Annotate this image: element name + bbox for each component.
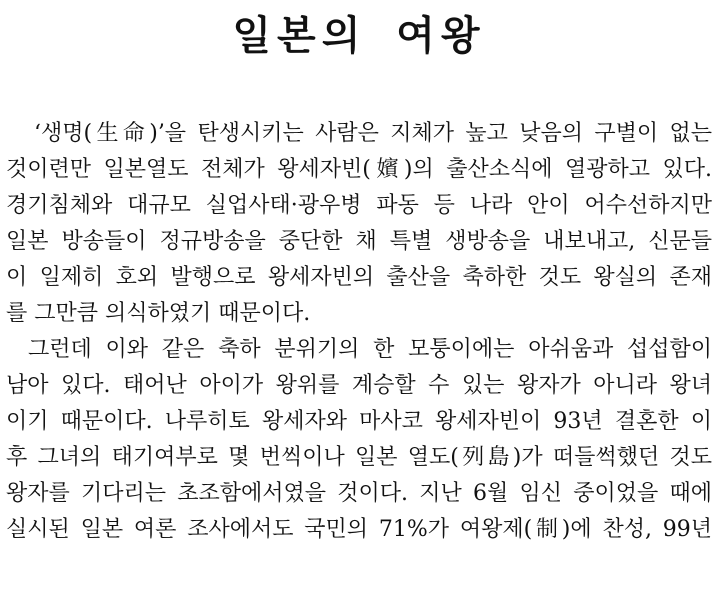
text-line: 이기 때문이다. 나루히토 왕세자와 마사코 왕세자빈이 93년 결혼한 이 [6, 409, 712, 434]
text-line: 를 그만큼 의식하였기 때문이다. [6, 301, 311, 326]
text-line: 왕자를 기다리는 초조함에서였을 것이다. 지난 6월 임신 중이었을 때에 [6, 481, 712, 506]
text-line: 경기침체와 대규모 실업사태·광우병 파동 등 나라 안이 어수선하지만 [6, 193, 712, 218]
text-line: 그런데 이와 같은 축하 분위기의 한 모퉁이에는 아쉬움과 섭섭함이 [28, 337, 712, 362]
text-line: ‘생명(生命)’을 탄생시키는 사람은 지체가 높고 낮음의 구별이 없는 [34, 121, 712, 146]
text-line: 이 일제히 호외 발행으로 왕세자빈의 출산을 축하한 것도 왕실의 존재 [6, 265, 712, 290]
document-title: 일본의 여왕 [232, 12, 486, 59]
text-line: 실시된 일본 여론 조사에서도 국민의 71%가 여왕제(制)에 찬성, 99년 [6, 517, 712, 542]
article-body [6, 116, 712, 548]
text-line: 남아 있다. 태어난 아이가 왕위를 계승할 수 있는 왕자가 아니라 왕녀 [6, 373, 712, 398]
text-line: 것이련만 일본열도 전체가 왕세자빈(嬪)의 출산소식에 열광하고 있다. [6, 157, 712, 182]
paragraph-1 [6, 116, 712, 332]
paragraph-2 [6, 332, 712, 548]
text-line: 후 그녀의 태기여부로 몇 번씩이나 일본 열도(列島)가 떠들썩했던 것도 [6, 445, 712, 470]
text-line: 일본 방송들이 정규방송을 중단한 채 특별 생방송을 내보내고, 신문들 [6, 229, 712, 254]
